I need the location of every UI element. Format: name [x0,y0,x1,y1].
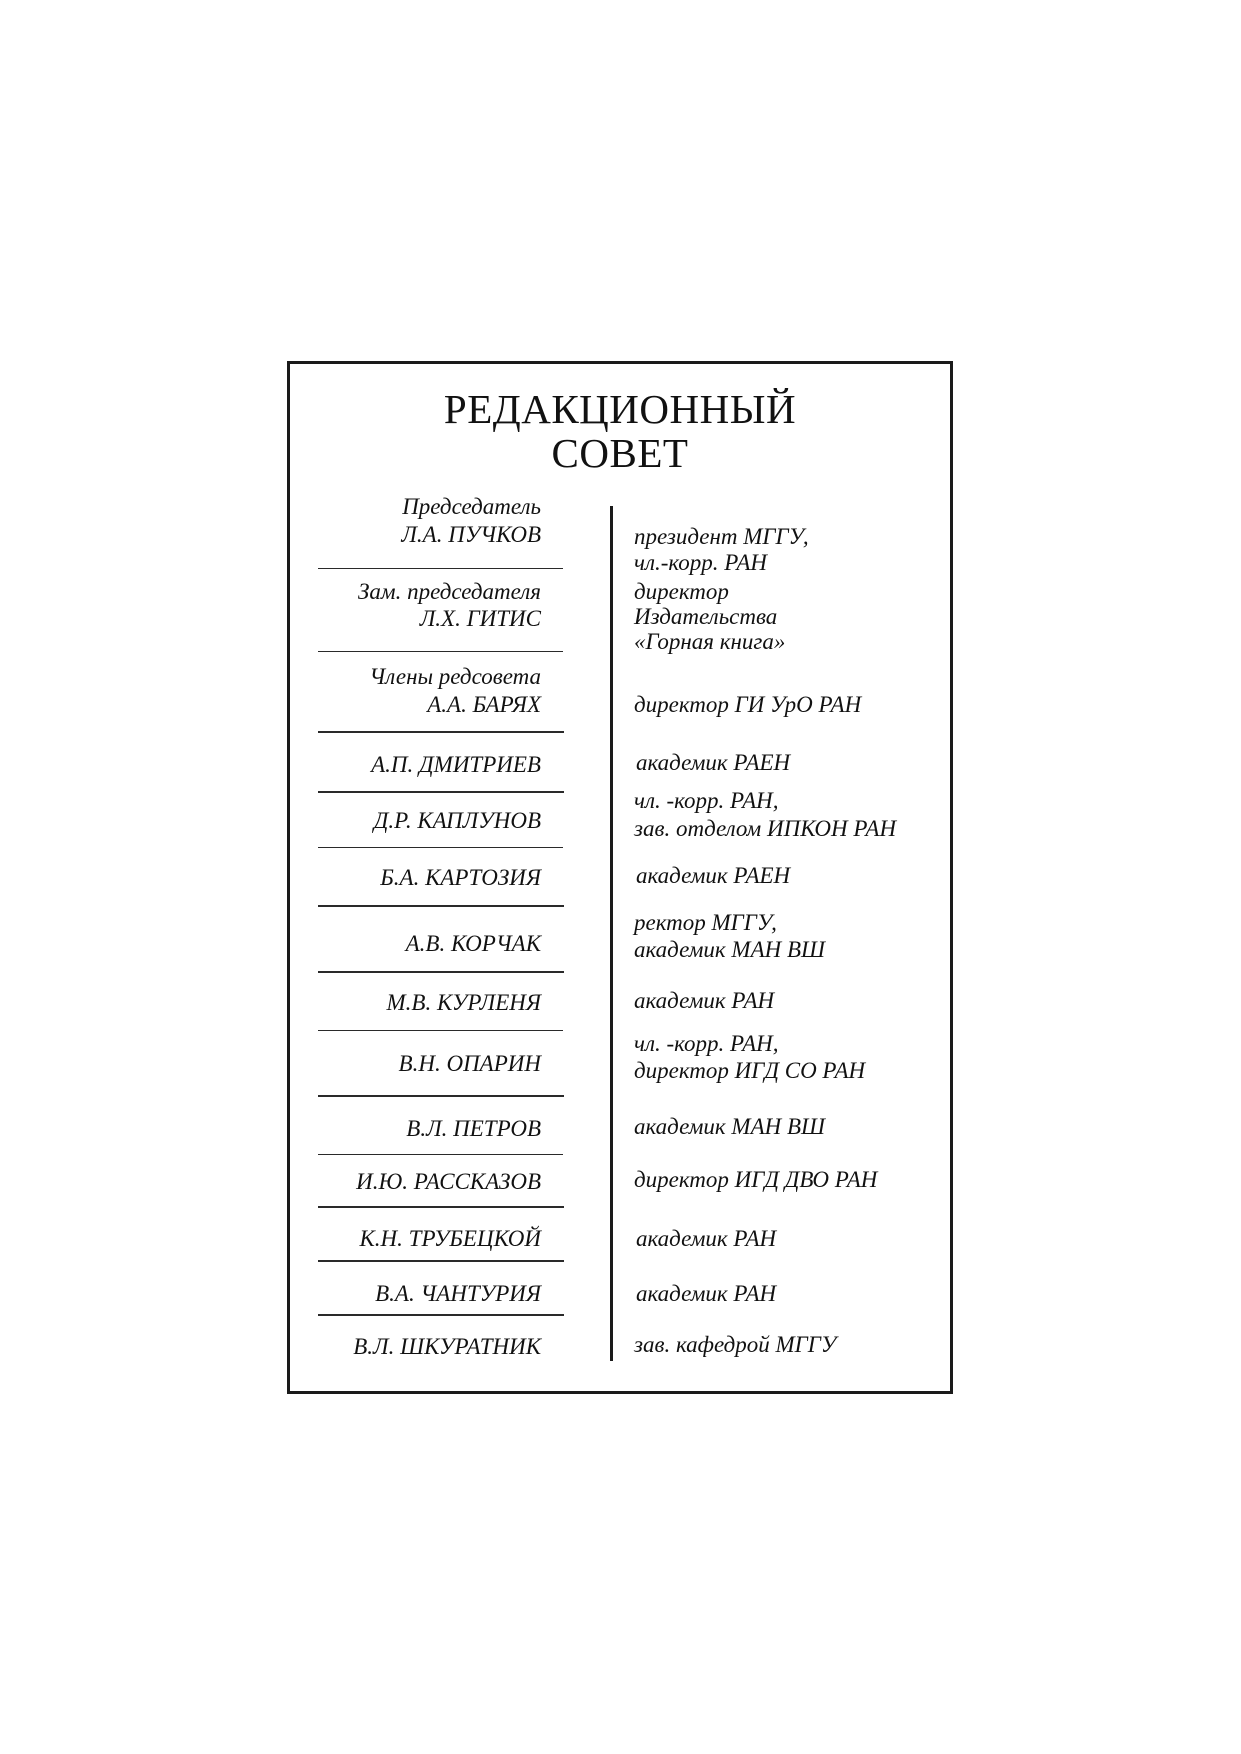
row-separator [318,1314,564,1316]
row-separator [318,1154,563,1155]
entry-name: В.А. ЧАНТУРИЯ [375,1281,541,1306]
entry-name: М.В. КУРЛЕНЯ [386,990,541,1015]
entry-info: «Горная книга» [634,629,786,654]
entry-name: Б.А. КАРТОЗИЯ [380,865,541,890]
board-title-line-1: РЕДАКЦИОННЫЙ [443,386,797,432]
entry-name: В.Л. ПЕТРОВ [406,1116,541,1141]
row-separator [318,731,564,733]
entry-info: академик МАН ВШ [634,1114,826,1139]
entry-info: зав. отделом ИПКОН РАН [634,816,897,841]
row-separator [318,568,563,569]
entry-name: А.П. ДМИТРИЕВ [371,752,541,777]
row-separator [318,1260,564,1262]
entry-info: директор ГИ УрО РАН [634,692,862,717]
entry-info: директор ИГД ДВО РАН [634,1167,878,1192]
entry-info: академик РАН [634,988,775,1013]
row-separator [318,1095,564,1097]
entry-info: академик РАЕН [636,750,791,775]
entry-info: ректор МГГУ, [634,910,777,935]
entry-name: Л.Х. ГИТИС [419,606,541,631]
entry-info: президент МГГУ, [634,524,809,549]
row-separator [318,1206,564,1208]
entry-info: чл. -корр. РАН, [634,788,779,813]
editorial-board-frame [287,361,953,1394]
entry-name: Л.А. ПУЧКОВ [401,522,541,547]
row-separator [318,971,564,973]
row-separator [318,1030,563,1031]
entry-name: К.Н. ТРУБЕЦКОЙ [359,1226,541,1251]
entry-name: А.В. КОРЧАК [405,931,541,956]
entry-info: чл. -корр. РАН, [634,1031,779,1056]
entry-role: Председатель [402,494,541,519]
entry-role: Зам. председателя [358,579,541,604]
column-divider [610,506,613,1361]
entry-info: академик РАН [636,1226,777,1251]
entry-name: Д.Р. КАПЛУНОВ [373,808,541,833]
entry-info: академик РАЕН [636,863,791,888]
board-title-line-2: СОВЕТ [551,430,689,476]
entry-role: Члены редсовета [369,664,541,689]
entry-info: академик РАН [636,1281,777,1306]
entry-name: В.Л. ШКУРАТНИК [353,1334,541,1359]
row-separator [318,651,563,652]
entry-info: Издательства [634,604,778,629]
row-separator [318,847,563,848]
entry-name: А.А. БАРЯХ [427,692,541,717]
entry-info: директор ИГД СО РАН [634,1058,866,1083]
entry-info: зав. кафедрой МГГУ [634,1332,837,1357]
entry-name: И.Ю. РАССКАЗОВ [356,1169,541,1194]
entry-info: директор [634,579,729,604]
row-separator [318,905,564,907]
entry-name: В.Н. ОПАРИН [398,1051,541,1076]
entry-info: чл.-корр. РАН [634,550,767,575]
row-separator [318,791,564,793]
entry-info: академик МАН ВШ [634,937,826,962]
